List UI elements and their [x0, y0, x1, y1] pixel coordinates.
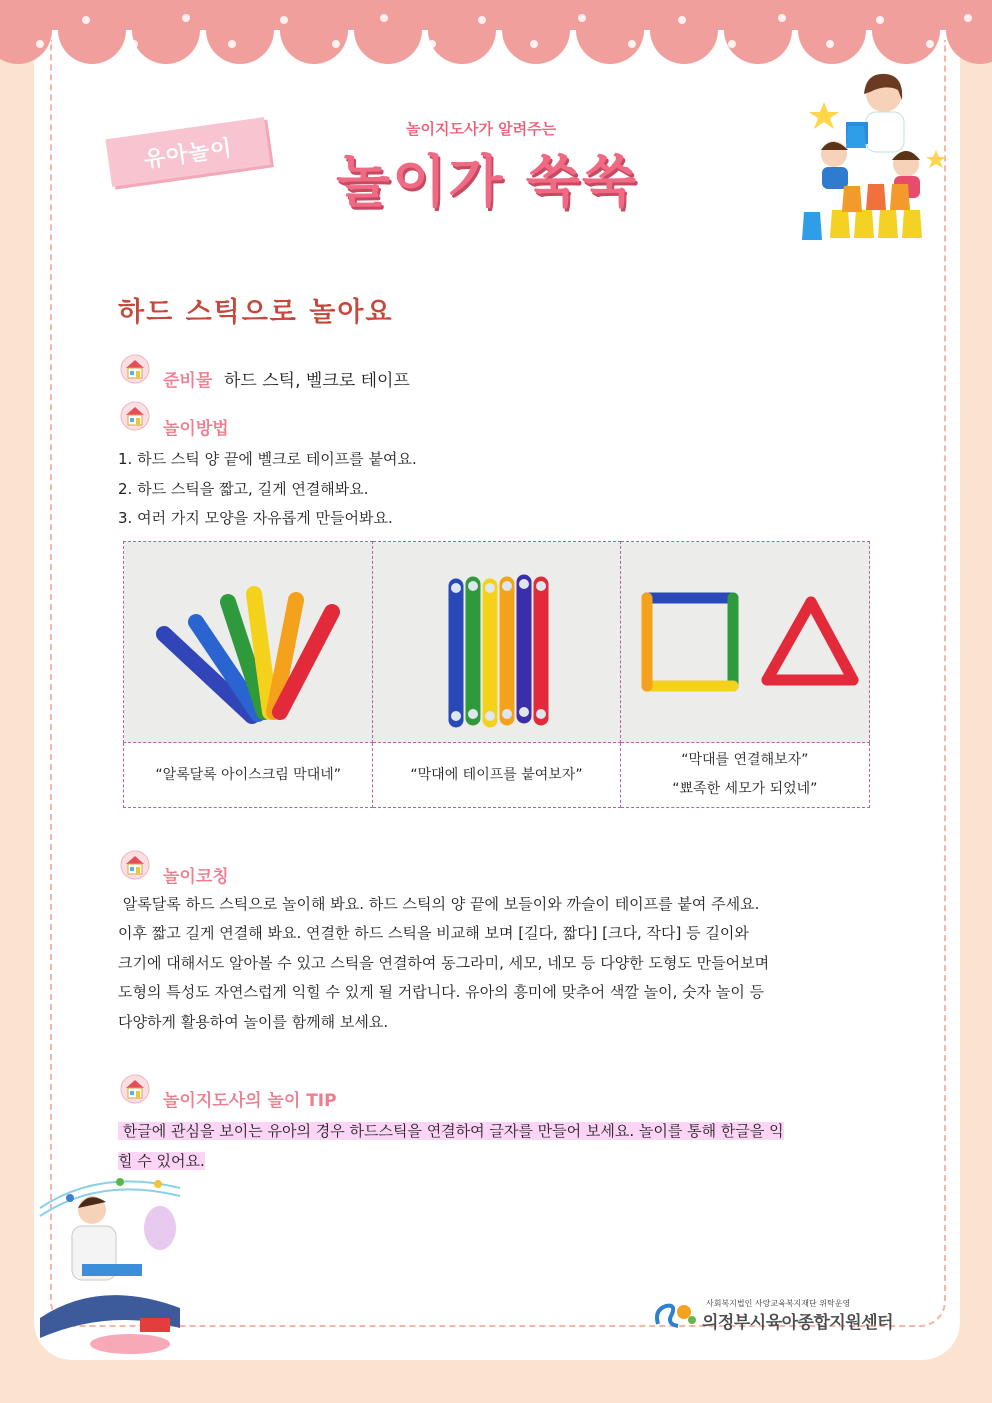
tip-line: 힐 수 있어요. [118, 1152, 205, 1170]
coaching-line: 이후 짧고 길게 연결해 봐요. 연결한 하드 스틱을 비교해 보며 [길다, 짧다] [크다, 작다] 등 길이와 [118, 924, 749, 943]
page-title: 하드 스틱으로 놀아요 [118, 297, 394, 328]
method-step: 2. 하드 스틱을 짧고, 길게 연결해봐요. [118, 480, 369, 498]
header-title: 놀이가 쑥쑥 [336, 150, 638, 215]
photo-caption: “막대에 테이프를 붙여보자” [373, 743, 620, 808]
category-badge: 유아놀이 [105, 117, 270, 187]
photo-square-triangle [620, 542, 869, 743]
org-logo-icon [652, 1298, 698, 1332]
photo-parallel-sticks [373, 542, 620, 743]
tip-label: 놀이지도사의 놀이 TIP [163, 1091, 337, 1111]
method-step: 1. 하드 스틱 양 끝에 벨크로 테이프를 붙여요. [118, 450, 417, 468]
musician-illustration [30, 1168, 200, 1368]
coaching-line: 도형의 특성도 자연스럽게 익힐 수 있게 될 거랍니다. 유아의 흥미에 맞추어 색깔 놀이, 숫자 놀이 등 [118, 983, 765, 1002]
tip-text [118, 1116, 874, 1176]
coaching-line: 다양하게 활용하여 놀이를 함께해 보세요. [118, 1012, 389, 1031]
house-icon [120, 401, 150, 431]
method-label: 놀이방법 [163, 419, 229, 439]
photo-caption-line: “뾰족한 세모가 되었네” [672, 781, 818, 797]
scalloped-header [0, 0, 992, 70]
coaching-line: 크기에 대해서도 알아볼 수 있고 스틱을 연결하여 동그라미, 세모, 네모 등 다양한 도형도 만들어보며 [118, 953, 770, 972]
photo-caption: “알록달록 아이스크림 막대네” [124, 743, 373, 808]
tip-line: 한글에 관심을 보이는 유아의 경우 하드스틱을 연결하여 글자를 만들어 보세요. 놀이를 통해 한글을 익 [118, 1122, 784, 1140]
photo-caption [620, 743, 869, 808]
org-name: 의정부시육아종합지원센터 [702, 1313, 894, 1333]
coaching-label: 놀이코칭 [163, 867, 229, 887]
header-subtitle: 놀이지도사가 알려주는 [406, 120, 557, 138]
method-step: 3. 여러 가지 모양을 자유롭게 만들어봐요. [118, 509, 393, 527]
org-subtitle: 사회복지법인 사랑교육복지재단 위탁운영 [706, 1299, 851, 1308]
house-icon [120, 1074, 150, 1104]
prep-text: 하드 스틱, 벨크로 테이프 [224, 371, 410, 391]
prep-label: 준비물 [163, 371, 213, 391]
photo-table [123, 541, 870, 808]
girl-illustration [786, 72, 946, 244]
house-icon [120, 354, 150, 384]
coaching-text [118, 890, 874, 1037]
coaching-line: 알록달록 하드 스틱으로 놀이해 봐요. 하드 스틱의 양 끝에 보들이와 까슬이 테이프를 붙여 주세요. [118, 895, 760, 913]
house-icon [120, 850, 150, 880]
photo-caption-line: “막대를 연결해보자” [681, 752, 809, 768]
photo-fan-sticks [124, 542, 373, 743]
